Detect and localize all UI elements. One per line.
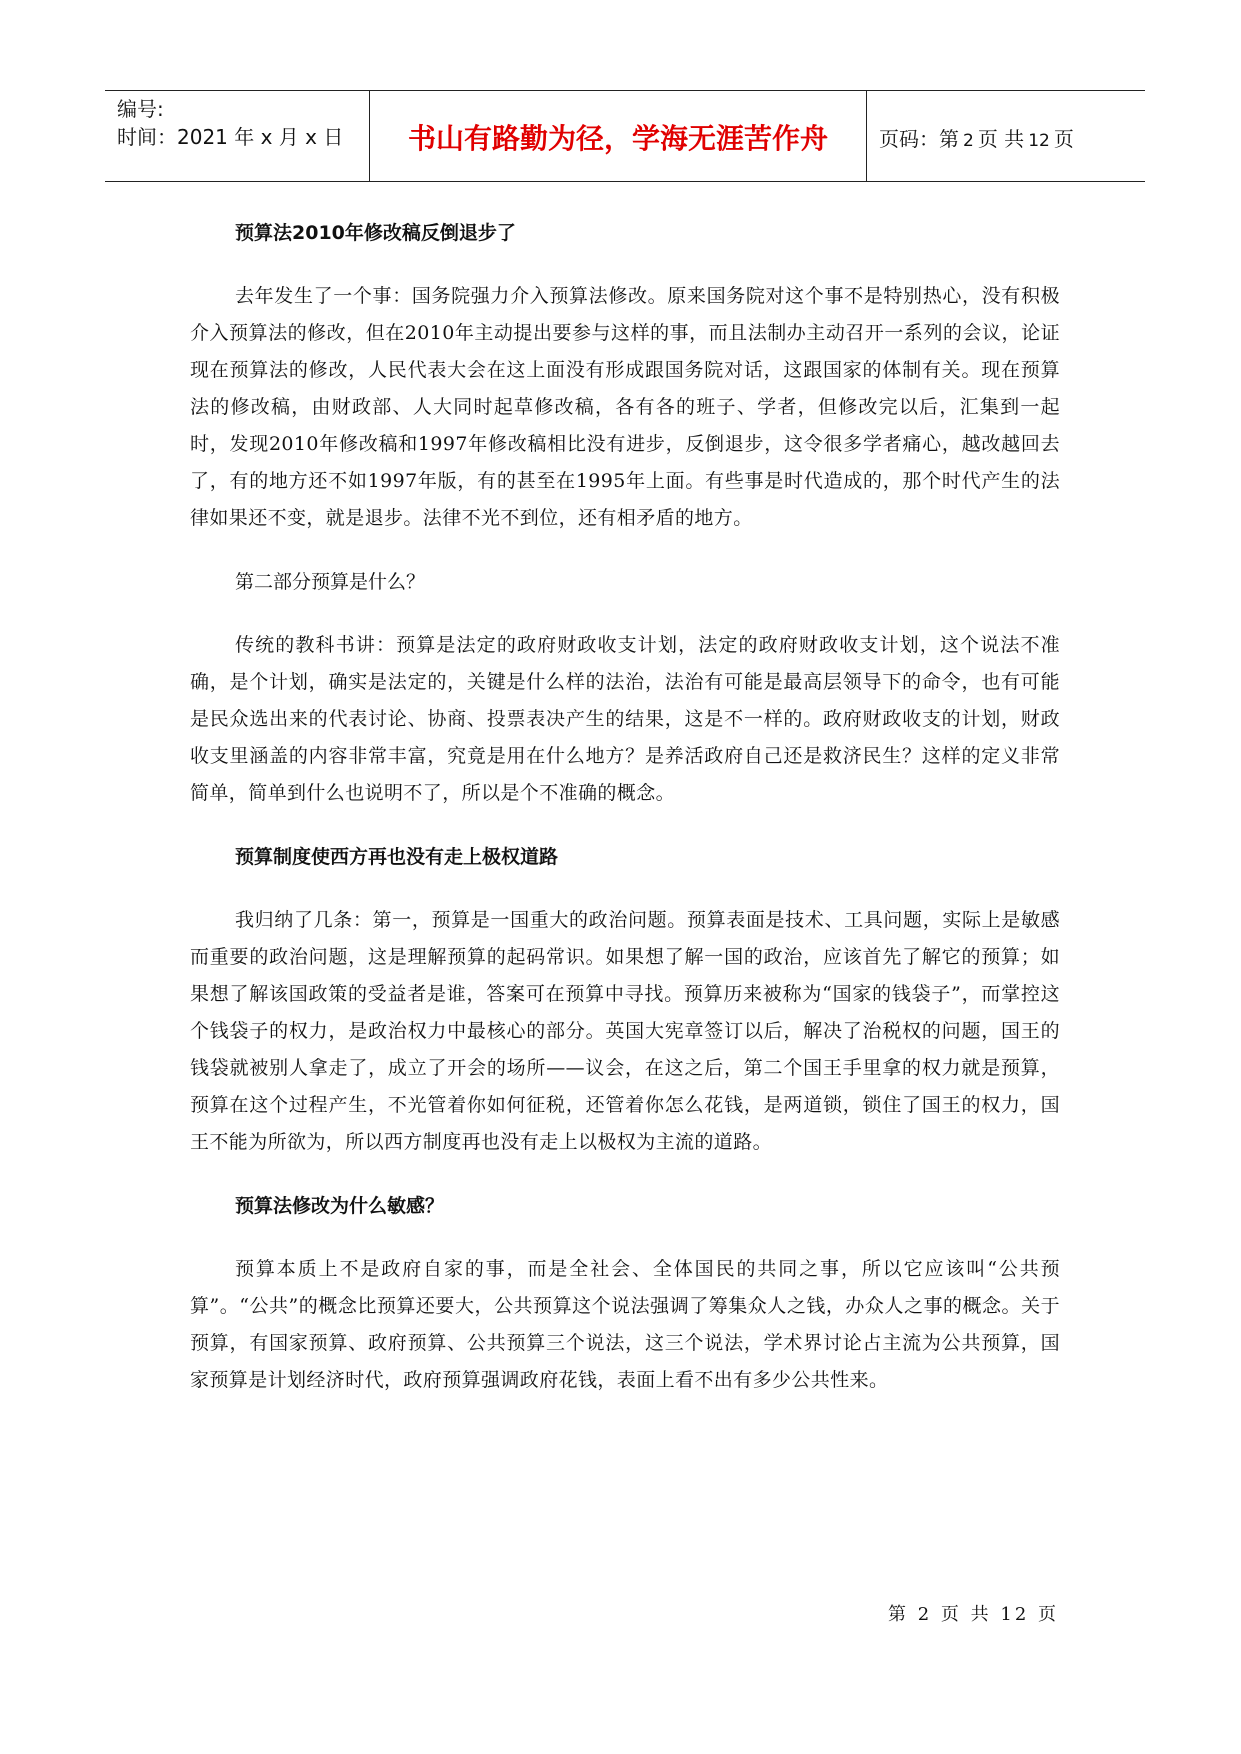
body-paragraph: 去年发生了一个事：国务院强力介入预算法修改。原来国务院对这个事不是特别热心，没有积极介入预算法的修改，但在2010年主动提出要参与这样的事，而且法制办主动召开一系列的会议，论证现在预算法的修改，人民代表大会在这上面没有形成跟国务院对话，这跟国家的体制有关。现在预算法的修改稿，由财政部、人大同时起草修改稿，各有各的班子、学者，但修改完以后，汇集到一起时，发现2010年修改稿和1997年修改稿相比没有进步，反倒退步，这令很多学者痛心，越改越回去了，有的地方还不如1997年版，有的甚至在1995年上面。有些事是时代造成的，那个时代产生的法律如果还不变，就是退步。法律不光不到位，还有相矛盾的地方。: [190, 285, 1060, 529]
page-footer: 第 2 页 共 12 页: [888, 1604, 1059, 1625]
page-current: 2: [963, 131, 974, 151]
section-subheading: 第二部分预算是什么？: [235, 571, 426, 593]
page-prefix: 页码：第: [879, 127, 959, 151]
header-motto: 书山有路勤为径，学海无涯苦作舟: [407, 122, 828, 155]
header-motto-cell: [370, 91, 867, 181]
page-header: [105, 90, 1145, 182]
time-label: 时间：2021 年 x 月 x 日: [117, 125, 344, 149]
page-total: 12: [1028, 131, 1050, 151]
page-suffix: 页: [1053, 127, 1074, 151]
serial-label: 编号:: [117, 97, 164, 121]
document-body: [190, 218, 1060, 1429]
page-mid: 页 共: [977, 127, 1025, 151]
header-page-number: [879, 123, 1074, 152]
section-heading: 预算法2010年修改稿反倒退步了: [235, 222, 516, 244]
body-paragraph: 传统的教科书讲：预算是法定的政府财政收支计划，法定的政府财政收支计划，这个说法不准确，是个计划，确实是法定的，关键是什么样的法治，法治有可能是最高层领导下的命令，也有可能是民众选出来的代表讨论、协商、投票表决产生的结果，这是不一样的。政府财政收支的计划，财政收支里涵盖的内容非常丰富，究竟是用在什么地方？是养活政府自己还是救济民生？这样的定义非常简单，简单到什么也说明不了，所以是个不准确的概念。: [190, 634, 1060, 804]
body-paragraph: 预算本质上不是政府自家的事，而是全社会、全体国民的共同之事，所以它应该叫“公共预算”。“公共”的概念比预算还要大，公共预算这个说法强调了筹集众人之钱，办众人之事的概念。关于预算，有国家预算、政府预算、公共预算三个说法，这三个说法，学术界讨论占主流为公共预算，国家预算是计划经济时代，政府预算强调政府花钱，表面上看不出有多少公共性来。: [190, 1258, 1060, 1391]
section-heading: 预算制度使西方再也没有走上极权道路: [235, 846, 559, 868]
header-page-cell: [867, 91, 1145, 181]
header-info-cell: [105, 91, 370, 181]
section-heading: 预算法修改为什么敏感？: [235, 1195, 445, 1217]
body-paragraph: 我归纳了几条：第一，预算是一国重大的政治问题。预算表面是技术、工具问题，实际上是敏感而重要的政治问题，这是理解预算的起码常识。如果想了解一国的政治，应该首先了解它的预算；如果想了解该国政策的受益者是谁，答案可在预算中寻找。预算历来被称为“国家的钱袋子”，而掌控这个钱袋子的权力，是政治权力中最核心的部分。英国大宪章签订以后，解决了治税权的问题，国王的钱袋就被别人拿走了，成立了开会的场所——议会，在这之后，第二个国王手里拿的权力就是预算，预算在这个过程产生，不光管着你如何征税，还管着你怎么花钱，是两道锁，锁住了国王的权力，国王不能为所欲为，所以西方制度再也没有走上以极权为主流的道路。: [190, 909, 1060, 1153]
